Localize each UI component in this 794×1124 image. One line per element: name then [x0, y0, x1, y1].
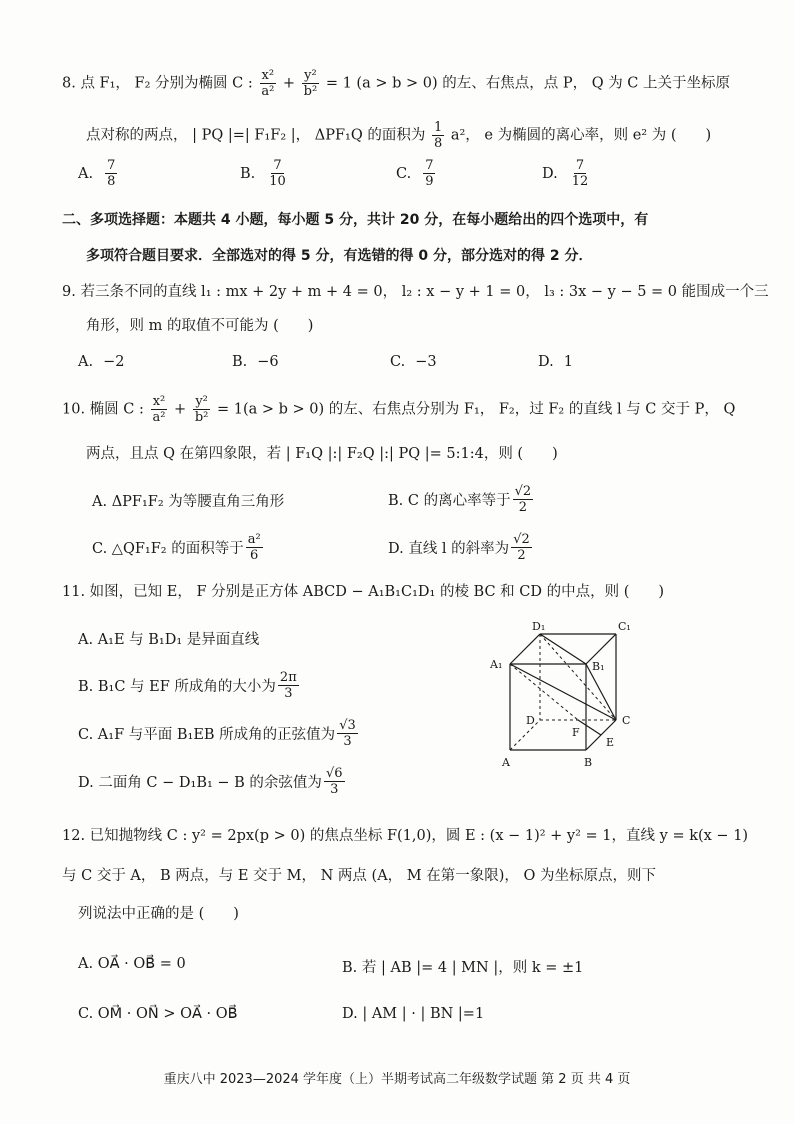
line-fe — [578, 720, 601, 735]
frac-x2-a2 — [259, 68, 276, 99]
line-d1c-hidden — [540, 634, 616, 720]
frac-num: √3 — [339, 718, 356, 733]
frac-den: 2 — [518, 500, 527, 515]
frac-num: 7 — [273, 158, 282, 173]
q10-option-b — [388, 484, 535, 515]
frac-den: a² — [261, 84, 275, 99]
option-text: 1 — [563, 354, 573, 370]
q10-line2: 两点，且点 Q 在第四象限，若 | F₁Q |:| F₂Q |:| PQ |= 5:1:4，则 ( ) — [86, 446, 558, 462]
option-text: C. △QF₁F₂ 的面积等于 — [92, 541, 244, 557]
option-text: −6 — [257, 354, 279, 370]
option-frac — [105, 158, 117, 189]
option-frac — [513, 484, 534, 515]
q8-text-b: = 1 (a > b > 0) 的左、右焦点，点 P， Q 为 C 上关于坐标原 — [321, 75, 731, 92]
edge-ad-hidden — [510, 720, 540, 750]
option-frac — [337, 718, 358, 749]
q9-option-a — [78, 354, 124, 370]
q10-option-c — [92, 532, 265, 563]
frac-den: a² — [152, 410, 166, 425]
q9-option-b — [232, 354, 279, 370]
option-text: A. OA⃗ · OB⃗ = 0 — [78, 956, 186, 972]
edge-a1d1 — [510, 634, 540, 664]
q9-option-c — [390, 354, 437, 370]
option-label: B. — [232, 354, 248, 370]
option-frac — [267, 158, 288, 189]
label-d1: D₁ — [532, 620, 546, 633]
q10-text-a: 10. 椭圆 C : — [62, 401, 149, 418]
option-frac — [423, 158, 435, 189]
q8-line2 — [86, 120, 711, 151]
q10-option-a — [92, 490, 284, 511]
q9-option-d — [538, 354, 573, 370]
frac-den: b² — [194, 410, 209, 425]
frac-num: y² — [304, 68, 317, 83]
option-frac — [511, 532, 532, 563]
q8-text-d: a²， e 为椭圆的离心率，则 e² 为 ( ) — [446, 127, 712, 144]
option-text: B. 若 | AB |= 4 | MN |，则 k = ±1 — [342, 960, 584, 976]
label-b: B — [584, 756, 593, 769]
frac-num: y² — [195, 394, 208, 409]
q12-line1: 12. 已知抛物线 C : y² = 2px(p > 0) 的焦点坐标 F(1,0)，圆 E : (x − 1)² + y² = 1，直线 y = k(x − 1) — [62, 828, 749, 844]
frac-y2-b2 — [193, 394, 211, 425]
q8-text-a: 8. 点 F₁， F₂ 分别为椭圆 C : — [62, 75, 258, 92]
frac-num: √6 — [325, 766, 343, 781]
frac-y2-b2 — [302, 68, 320, 99]
label-c1: C₁ — [618, 620, 631, 633]
label-b1: B₁ — [592, 660, 605, 673]
option-text: C. OM⃗ · ON⃗ > OA⃗ · OB⃗ — [78, 1006, 238, 1022]
frac-den: 10 — [269, 174, 286, 189]
frac-den: 3 — [284, 686, 293, 701]
frac-num: 7 — [575, 158, 585, 173]
option-text: A. A₁E 与 B₁D₁ 是异面直线 — [78, 632, 260, 648]
option-text: C. A₁F 与平面 B₁EB 所成角的正弦值为 — [78, 727, 336, 743]
q12-option-c — [78, 1006, 238, 1022]
section2-line1: 二、多项选择题：本题共 4 小题，每小题 5 分，共计 20 分，在每小题给出的四个选项中，有 — [62, 212, 649, 228]
q12-option-b — [342, 956, 583, 977]
page-footer: 重庆八中 2023—2024 学年度（上）半期考试高二年级数学试题 第 2 页 共 4 页 — [163, 1072, 631, 1087]
q8-text-c: 点对称的两点， | PQ |=| F₁F₂ |， ΔPF₁Q 的面积为 — [86, 127, 430, 144]
option-text: B. B₁C 与 EF 所成角的大小为 — [78, 679, 276, 695]
option-label: D. — [538, 354, 554, 370]
q11-option-d — [78, 766, 347, 797]
frac-x2-a2 — [150, 394, 167, 425]
q11-option-c — [78, 718, 360, 749]
q8-line1: 8. 点 F₁， F₂ 分别为椭圆 C : $\frac{\text{x²}}{\text{a²}}$ + $\frac{\text{y²}}{\text{b²}}$ = 1 (a > b > 0) 的左、右焦点，点 P， Q 为 C 上关于坐标原 — [62, 68, 731, 99]
frac-den: 12 — [571, 174, 589, 189]
option-text: B. C 的离心率等于 — [388, 493, 511, 509]
option-label: D. — [542, 165, 558, 182]
q11-line1: 11. 如图，已知 E， F 分别是正方体 ABCD − A₁B₁C₁D₁ 的棱 BC 和 CD 的中点，则 ( ) — [62, 584, 665, 600]
q10-text-b: = 1(a > b > 0) 的左、右焦点分别为 F₁， F₂，过 F₂ 的直线 l 与 C 交于 P， Q — [212, 401, 736, 418]
q8-option-d — [542, 158, 592, 189]
frac-den: 3 — [343, 734, 352, 749]
option-frac — [324, 766, 345, 797]
frac-num: x² — [152, 394, 166, 409]
frac-den: 3 — [330, 782, 339, 797]
option-text: D. | AM | · | BN |=1 — [342, 1006, 485, 1022]
frac-num: 7 — [425, 158, 434, 173]
label-c: C — [622, 714, 631, 727]
frac-den: 9 — [425, 174, 434, 189]
q9-line2: 角形，则 m 的取值不可能为 ( ) — [86, 318, 314, 334]
q8-option-c — [396, 158, 437, 189]
label-e: E — [606, 736, 615, 749]
cube-figure — [488, 612, 658, 772]
frac-num: 1 — [433, 120, 443, 135]
q9-line1: 9. 若三条不同的直线 l₁ : mx + 2y + m + 4 = 0， l₂ : x − y + 1 = 0， l₃ : 3x − y − 5 = 0 能围成一个三 — [62, 284, 769, 300]
option-text: D. 直线 l 的斜率为 — [388, 541, 510, 557]
line-d1b1 — [540, 634, 586, 664]
frac-num: √2 — [513, 532, 530, 547]
q8-option-b — [240, 158, 290, 189]
option-label: A. — [78, 165, 94, 182]
option-frac — [570, 158, 591, 189]
label-f: F — [572, 726, 580, 739]
option-text: D. 二面角 C − D₁B₁ − B 的余弦值为 — [78, 775, 322, 791]
option-label: A. — [78, 354, 94, 370]
q12-option-a — [78, 956, 186, 972]
label-a: A — [502, 756, 510, 769]
q10-line1: 10. 椭圆 C : $\frac{\text{x²}}{\text{a²}}$ + $\frac{\text{y²}}{\text{b²}}$ = 1(a > b > 0) 的左、右焦点分别为 F₁， F₂，过 F₂ 的直线 l 与 C 交于 P， Q — [62, 394, 736, 425]
option-frac — [278, 670, 299, 701]
line-a1f-hidden — [510, 664, 578, 720]
label-d: D — [526, 714, 535, 727]
frac-num: 7 — [107, 158, 116, 173]
frac-1-8 — [432, 120, 444, 151]
q12-option-d — [342, 1006, 484, 1022]
frac-num: √2 — [514, 484, 532, 499]
option-label: B. — [240, 165, 256, 182]
option-text: A. ΔPF₁F₂ 为等腰直角三角形 — [92, 494, 285, 510]
frac-den: b² — [303, 84, 318, 99]
frac-den: 8 — [433, 136, 443, 151]
frac-num: a² — [247, 532, 261, 547]
option-text: −2 — [103, 354, 125, 370]
frac-num: x² — [261, 68, 275, 83]
option-label: C. — [390, 354, 406, 370]
section2-line2: 多项符合题目要求．全部选对的得 5 分，有选错的得 0 分，部分选对的得 2 分． — [86, 248, 593, 264]
option-text: −3 — [415, 354, 437, 370]
frac-num: 2π — [279, 670, 297, 685]
option-frac — [246, 532, 263, 563]
option-label: C. — [396, 165, 412, 182]
q12-line3: 列说法中正确的是 ( ) — [78, 906, 239, 922]
q11-option-b — [78, 670, 301, 701]
frac-den: 2 — [517, 548, 526, 563]
q11-option-a — [78, 628, 259, 649]
q10-option-d — [388, 532, 534, 563]
frac-den: 8 — [107, 174, 116, 189]
label-a1: A₁ — [490, 658, 503, 671]
frac-den: 6 — [250, 548, 259, 563]
q8-option-a — [78, 158, 119, 189]
q12-line2: 与 C 交于 A， B 两点，与 E 交于 M， N 两点 (A， M 在第一象限)， O 为坐标原点，则下 — [62, 868, 656, 884]
